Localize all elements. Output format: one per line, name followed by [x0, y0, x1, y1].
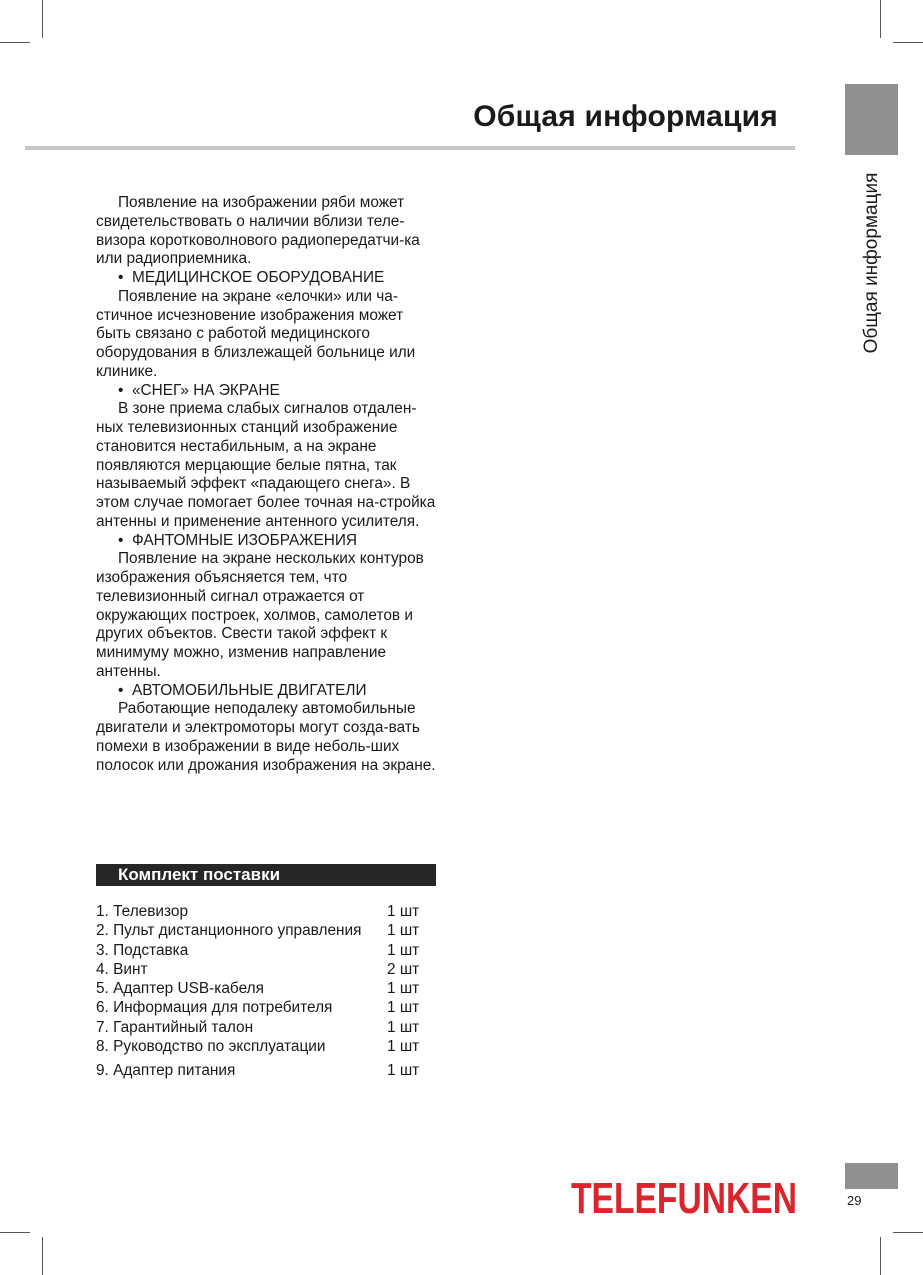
bullet-icon: • — [118, 531, 124, 549]
kit-item-name: 5. Адаптер USB-кабеля — [96, 980, 264, 998]
kit-item-name: 9. Адаптер питания — [96, 1062, 236, 1080]
side-section-label: Общая информация — [861, 172, 882, 354]
intro-paragraph: Появление на изображении ряби может свидетельствовать о наличии вблизи теле-визора коротковолнового радиопередатчи-ка или радиоприемника. — [96, 194, 420, 268]
kit-item-qty: 1 шт — [387, 1062, 420, 1080]
list-item — [96, 1018, 424, 1037]
title-rule — [25, 146, 795, 150]
list-item — [96, 1037, 424, 1056]
list-item — [96, 902, 424, 921]
kit-item-qty: 1 шт — [387, 922, 420, 940]
crop-mark — [880, 0, 881, 38]
page-number: 29 — [847, 1193, 862, 1208]
crop-mark — [880, 1237, 881, 1275]
list-item — [96, 979, 424, 998]
list-item — [96, 998, 424, 1017]
body-text — [96, 194, 441, 775]
section-heading-text: ФАНТОМНЫЕ ИЗОБРАЖЕНИЯ — [132, 531, 358, 549]
list-item — [96, 960, 424, 979]
section-heading — [96, 682, 441, 701]
kit-item-name: 4. Винт — [96, 960, 148, 978]
bullet-icon: • — [118, 381, 124, 399]
bullet-icon: • — [118, 269, 124, 286]
kit-item-qty: 1 шт — [387, 999, 420, 1017]
logo-text: TELEFUNKEN — [571, 1176, 797, 1218]
bullet-icon: • — [118, 681, 124, 699]
side-tab — [845, 84, 898, 155]
page-title: Общая информация — [473, 100, 778, 133]
kit-item-qty: 1 шт — [387, 1038, 420, 1056]
crop-mark — [893, 42, 923, 43]
list-item — [96, 941, 424, 960]
kit-item-name: 2. Пульт дистанционного управления — [96, 922, 362, 940]
kit-item-name: 7. Гарантийный талон — [96, 1018, 254, 1036]
crop-mark — [42, 0, 43, 38]
kit-item-qty: 1 шт — [387, 1018, 420, 1036]
section-paragraph: Появление на экране нескольких контуров изображения объясняется тем, что телевизионный сигнал отражается от окружающих построек, холмов, самолетов и других объектов. Свести такой эффект к минимуму можно, изменив направление антенны. — [96, 550, 424, 680]
section-paragraph: В зоне приема слабых сигналов отдален-ных телевизионных станций изображение становится нестабильным, а на экране появляются мерцающие белые пятна, так называемый эффект «падающего снега». В этом случае помогает более точная на-стройка антенны и применение антенного усилителя. — [96, 400, 436, 530]
crop-mark — [0, 1232, 30, 1233]
section-heading-text: МЕДИЦИНСКОЕ ОБОРУДОВАНИЕ — [132, 269, 385, 286]
kit-item-qty: 2 шт — [387, 960, 420, 978]
list-item — [96, 1061, 424, 1080]
section-heading-text: АВТОМОБИЛЬНЫЕ ДВИГАТЕЛИ — [132, 681, 367, 699]
kit-item-name: 8. Руководство по эксплуатации — [96, 1038, 326, 1056]
kit-item-qty: 1 шт — [387, 980, 420, 998]
side-tab — [845, 1163, 898, 1189]
kit-item-qty: 1 шт — [387, 903, 420, 920]
section-heading — [96, 382, 441, 401]
kit-item-qty: 1 шт — [387, 941, 420, 959]
crop-mark — [893, 1232, 923, 1233]
kit-item-name: 1. Телевизор — [96, 903, 189, 920]
section-paragraph: Работающие неподалеку автомобильные двигатели и электромоторы могут созда-вать помехи в изображении в виде неболь-ших полосок или дрожания изображения на экране. — [96, 700, 436, 774]
kit-item-name: 6. Информация для потребителя — [96, 999, 333, 1017]
telefunken-logo — [570, 1176, 798, 1218]
section-paragraph: Появление на экране «елочки» или ча-стичное исчезновение изображения может быть связано с работой медицинского оборудования в близлежащей больнице или клинике. — [96, 287, 416, 380]
section-heading-text: «СНЕГ» НА ЭКРАНЕ — [132, 381, 280, 399]
kit-item-name: 3. Подставка — [96, 941, 189, 959]
crop-mark — [42, 1237, 43, 1275]
crop-mark — [0, 42, 30, 43]
list-item — [96, 921, 424, 940]
kit-section-header: Комплект поставки — [96, 864, 436, 886]
kit-list — [96, 902, 424, 1081]
section-heading — [96, 532, 441, 551]
section-heading — [96, 269, 441, 288]
